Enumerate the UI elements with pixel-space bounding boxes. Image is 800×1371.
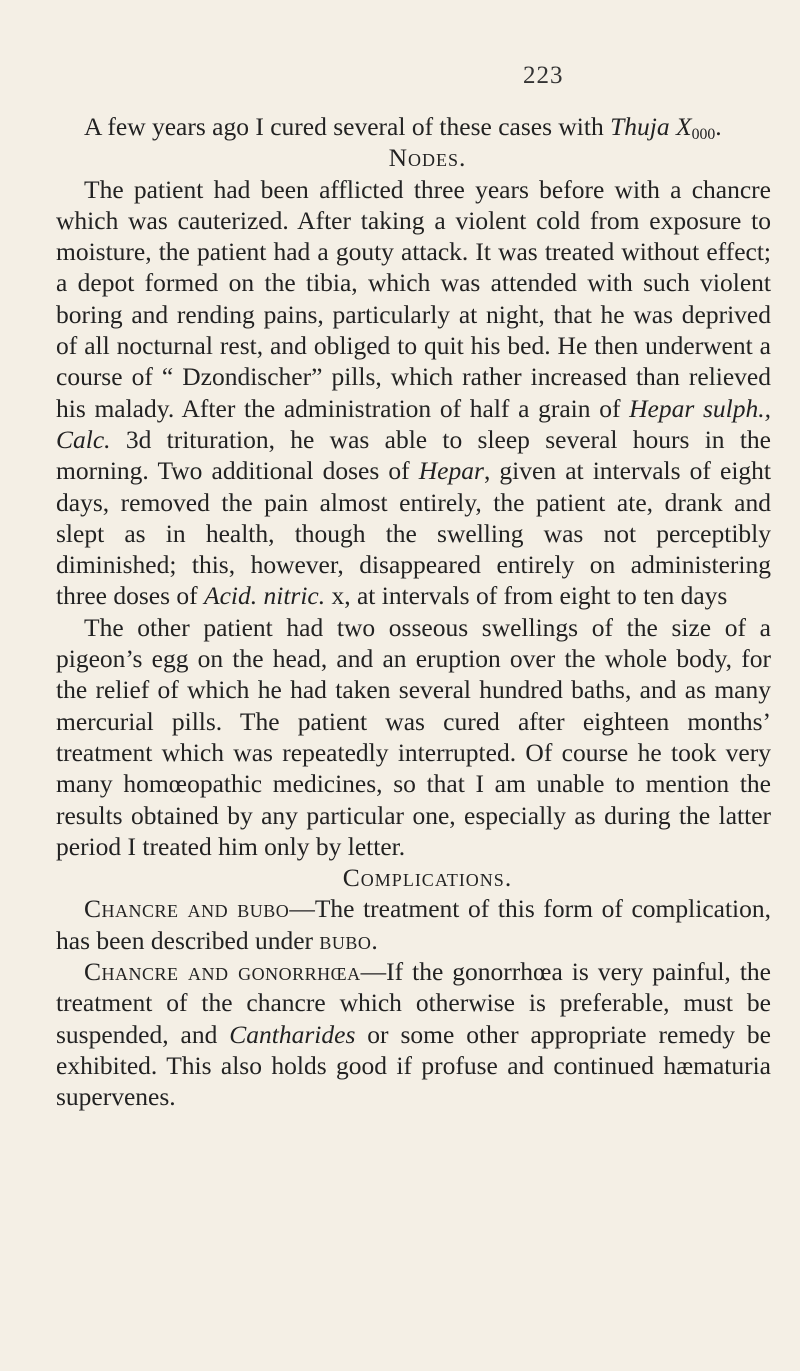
nodes-paragraph-2: The other patient had two osseous swellings of the size of a pigeon’s egg on the head, and an eruption over the whole body, for the relief of which he had taken several hundred baths, and as many mercurial pills. The patient was cured after eighteen months’ treatment which was repeatedly interrupted. Of course he took very many homœopathic medicines, so that I am unable to mention the results obtained by any particular one, especially as during the latter period I treated him only by letter.: [56, 612, 771, 861]
intro-paragraph: [56, 111, 771, 142]
chancre-bubo-lead: Chancre and bubo: [84, 894, 290, 924]
complications-heading: Complications.: [342, 863, 513, 893]
remedy-thuja: Thuja: [610, 112, 670, 141]
bubo-reference: bubo: [319, 925, 372, 955]
intro-years: years: [151, 112, 206, 141]
remedy-acid-nitric: Acid. nitric.: [204, 581, 326, 611]
intro-text-2: ago I cured several of these cases with: [205, 112, 611, 141]
chancre-gonorrhoea-text: —If the gonorrhœa is very painful, the treatment of the chancre which otherwise is preferable, must be suspended, and: [56, 957, 771, 1049]
remedy-cantharides: Cantharides: [229, 1019, 356, 1049]
intro-text: A few: [84, 112, 152, 141]
complications-paragraph-1: [56, 893, 771, 956]
chancre-gonorrhoea-lead: Chancre and gonorrhœa: [84, 957, 361, 987]
nodes-text-2: 3d trituration, he was able to sleep several hours in the morning. Two additional doses of: [56, 424, 771, 486]
nodes-heading: Nodes.: [388, 143, 467, 173]
page-number: 223: [523, 62, 564, 89]
nodes-text-4: x, at intervals of from eight to ten days: [325, 581, 728, 611]
page-body: [56, 111, 771, 1113]
nodes-paragraph-1: [56, 174, 771, 612]
remedy-hepar: Hepar: [418, 456, 484, 486]
potency-x: X: [676, 112, 692, 141]
intro-end: .: [715, 112, 722, 141]
remedy-hepar-sulph: Hepar sulph., Calc.: [56, 393, 771, 454]
chancre-bubo-text: —The treatment of this form of complication, has been described under: [56, 894, 771, 955]
nodes-text-3: , given at intervals of eight days, removed the pain almost entirely, the patient ate, drank and slept as in health, though the swelling was not perceptibly diminished; this, however, disappeared entirely on administering three doses of: [56, 456, 771, 611]
chancre-gonorrhoea-text-2: or some other appropriate remedy be exhibited. This also holds good if profuse and continued hæmaturia supervenes.: [56, 1019, 771, 1112]
nodes-text-1: The patient had been afflicted three years before with a chancre which was cauterized. After taking a violent cold from exposure to moisture, the patient had a gouty attack. It was treated without effect; a depot formed on the tibia, which was attended with such violent boring and rending pains, particularly at night, that he was deprived of all nocturnal rest, and obliged to quit his bed. He then underwent a course of “ Dzondischer” pills, which rather increased than relieved his malady. After the administration of half a grain of: [56, 174, 771, 423]
complications-paragraph-2: [56, 956, 771, 1112]
chancre-bubo-end: .: [371, 925, 378, 955]
potency-subscript: 000: [691, 125, 716, 143]
